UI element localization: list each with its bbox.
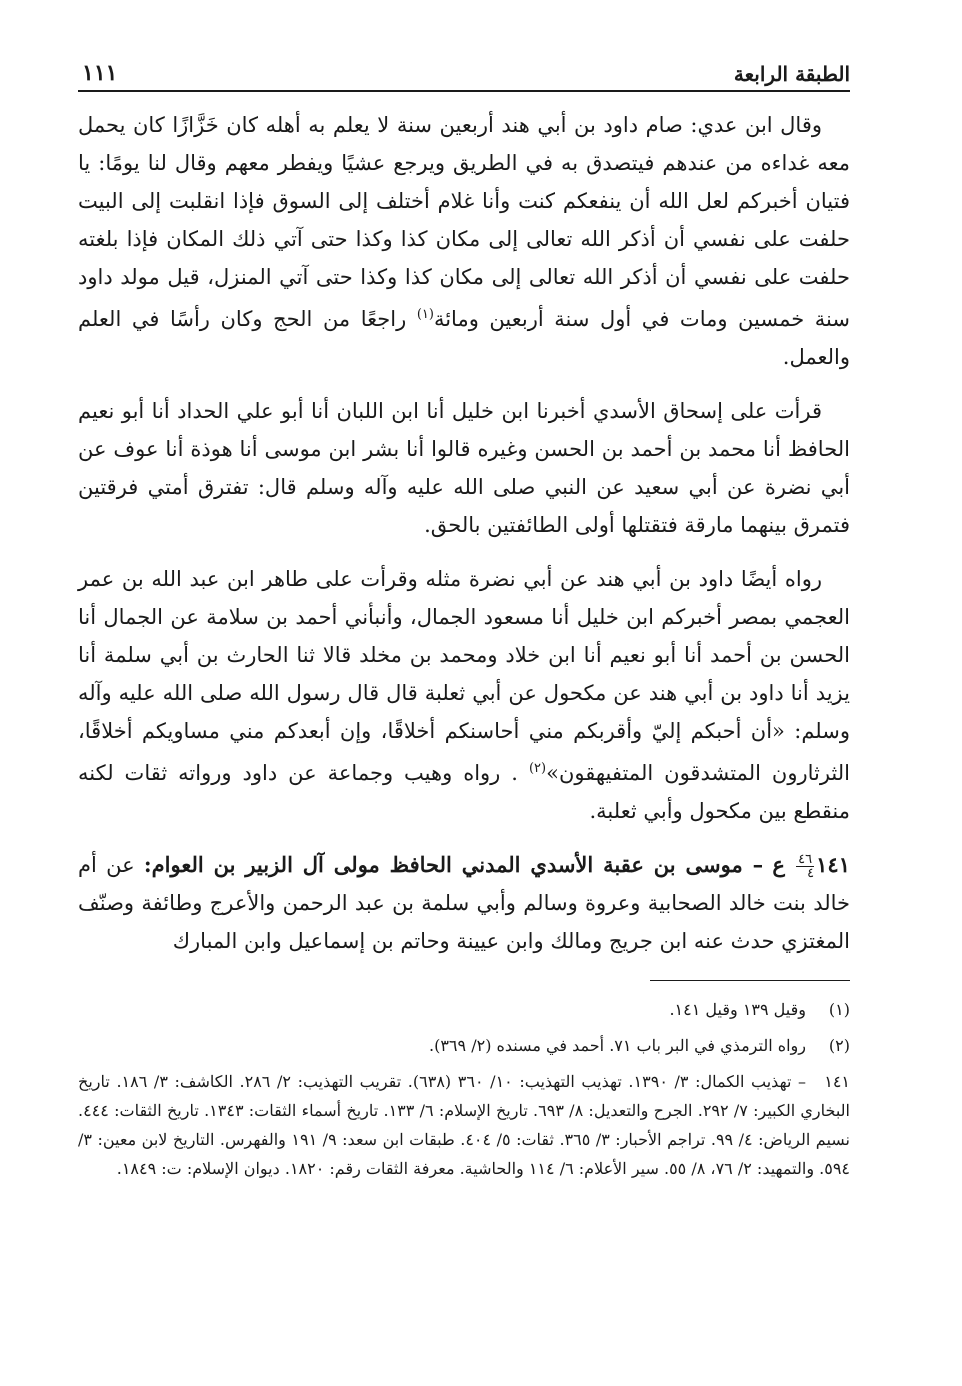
entry-code: ع bbox=[772, 852, 785, 877]
paragraph-dawud-fasting: وقال ابن عدي: صام داود بن أبي هند أربعين سنة لا يعلم به أهله كان خَزَّازًا كان يحمل معه غداءه من عندهم فيتصدق به في الطريق ويرجع عشيًا ويفطر معهم وقال لنا يومًا: يا فتيان أخبركم لعل الله أن ينفعكم كنت وأنا غلام أختلف إلى السوق فإذا انقلبت إلى البيت حلفت على نفسي أن أذكر الله تعالى إلى مكان كذا وكذا حتى آتي ذلك المكان فإذا بلغته حلفت على نفسي أن أذكر الله تعالى إلى مكان كذا وكذا حتى آتي المنزل، قيل مولد داود سنة خمسين ومات في أول سنة أربعين ومائة$^{(١)}$ راجعًا من الحج وكان رأسًا في العلم والعمل. bbox=[78, 113, 850, 369]
paragraph-hadith-akhlaq: رواه أيضًا داود بن أبي هند عن أبي نضرة مثله وقرأت على طاهر ابن عبد الله بن عمر العجمي بمصر أخبركم ابن خليل أنا مسعود الجمال، وأنبأني أحمد بن سلامة عن الجمال أنا الحسن بن أحمد أنا أبو نعيم أنا ابن خلاد ومحمد بن مخلد قالا ثنا الحارث بن أبي سلمة أنا يزيد أنا داود بن أبي هند عن مكحول عن أبي ثعلبة قال قال رسول الله صلى الله عليه وآله وسلم: «أن أحبكم إليّ وأقربكم مني أحاسنكم أخلاقًا، وإن أبعدكم مني مساويكم أخلاقًا، الثرثارون المتشدقون المتفيهقون»$^{(٢)}$ . رواه وهيب وجماعة عن داود ورواته ثقات لكنه منقطع بين مكحول وأبي ثعلبة. bbox=[78, 567, 851, 823]
page-header bbox=[78, 40, 850, 92]
book-page bbox=[78, 40, 850, 1360]
entry-fraction: $\frac{٤٦}{٤}$ bbox=[798, 852, 815, 881]
running-title: الطبقة الرابعة bbox=[733, 62, 850, 86]
entry-heading: – موسى بن عقبة الأسدي المدني الحافظ مولى آل الزبير بن العوام: bbox=[143, 852, 764, 877]
main-text bbox=[78, 106, 850, 960]
entry-text: عن أم خالد بنت خالد الصحابية وعروة وسالم وأبي سلمة بن عبد الرحمن والأعرج وطائفة وصنّف المغتزي حدث عنه ابن جريج ومالك وابن عيينة وحاتم بن إسماعيل وابن المبارك bbox=[78, 853, 850, 953]
entry-sources: ١٤١– تهذيب الكمال: ٣/ ١٣٩٠. تهذيب التهذيب: ١٠/ ٣٦٠ (٦٣٨). تقريب التهذيب: ٢/ ٢٨٦. الكاشف: ٣/ ١٨٦. تاريخ البخاري الكبير: ٧/ ٢٩٢. الجرح والتعديل: ٨/ ٦٩٣. تاريخ الإسلام: ٦/ ١٣٣. تاريخ أسماء الثقات: ١٣٤٣. تاريخ الثقات: ٤٤٤. نسيم الرياض: ٤/ ٩٩. تراجم الأحبار: ٣/ ٣٦٥. ثقات: ٥/ ٤٠٤. طبقات ابن سعد: ٩/ ١٩١ والفهرس. التاريخ لابن معين: ٣/ ٥٩٤. والتمهيد: ٢/ ٧٦، ٨/ ٥٥. سير الأعلام: ٦/ ١١٤ والحاشية. معرفة الثقات رقم: ١٨٢٠. ديوان الإسلام: ت: ١٨٤٩. bbox=[78, 1072, 851, 1178]
footnote-separator bbox=[650, 980, 850, 981]
biography-entry-141 bbox=[78, 846, 850, 960]
footnote-1: (١) وقيل ١٣٩ وقيل ١٤١. bbox=[669, 1000, 850, 1019]
footnotes bbox=[78, 995, 850, 1183]
paragraph-hadith-tafatruq: قرأت على إسحاق الأسدي أخبرنا ابن خليل أنا ابن اللبان أنا أبو علي الحداد أنا أبو نعيم الحافظ أنا محمد بن أحمد بن الحسن وغيره قالوا أنا بشر ابن موسى أنا هوذة أنا عوف عن أبي نضرة عن أبي سعيد عن النبي صلى الله عليه وآله وسلم قال: تفترق أمتي فرقتين فتمرق بينهما مارقة فتقتلها أولى الطائفتين بالحق. bbox=[78, 399, 850, 537]
footnote-ref-2: (٢) bbox=[528, 761, 547, 776]
page-number: ١١١ bbox=[82, 60, 118, 86]
footnote-2: (٢) رواه الترمذي في البر باب ٧١. أحمد في مسنده (٢/ ٣٦٩). bbox=[429, 1036, 850, 1055]
footnote-ref-1: (١) bbox=[416, 307, 434, 322]
entry-number: ١٤١ bbox=[816, 852, 850, 877]
